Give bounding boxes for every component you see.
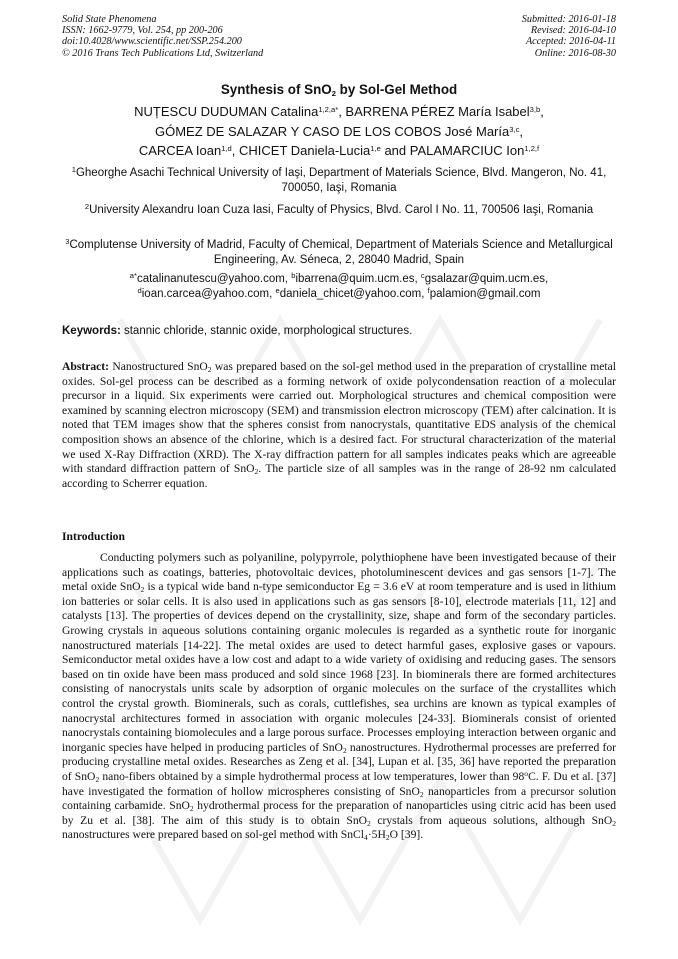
author-6: and PALAMARCIUC Ion bbox=[380, 143, 525, 158]
email-a[interactable]: catalinanutescu@yahoo.com, bbox=[136, 273, 292, 285]
affiliation-1: $^1$Gheorghe Asachi Technical University of Iaşi, Department of Materials Science, Blvd. Mangeron, No. 41, 700050, Iaşi, Romania bbox=[71, 165, 607, 195]
abstract-label: Abstract: bbox=[62, 360, 110, 373]
email-d[interactable]: ioan.carcea@yahoo.com, bbox=[141, 288, 276, 301]
journal-copyright: © 2016 Trans Tech Publications Ltd, Switzerland bbox=[62, 47, 264, 59]
author-3: GÓMEZ DE SALAZAR Y CASO DE LOS COBOS José María bbox=[155, 123, 510, 139]
author-5: , CHICET Daniela-Lucia bbox=[231, 143, 371, 158]
date-online: Online: 2016-08-30 bbox=[534, 47, 616, 59]
dates-header bbox=[522, 14, 616, 59]
affiliation-2: $^2$University Alexandru Ioan Cuza Iasi, Faculty of Physics, Blvd. Carol I No. 11, 700506 Iaşi, Romania bbox=[84, 202, 594, 216]
abstract: Abstract: Nanostructured SnO$_2$ was prepared based on the sol-gel method used in the preparation of crystalline metal oxides. Sol-gel process can be described as a forming network of oxide polycondensation reaction of a molecular precursor in a liquid. Six experiments were carried out. Morphological structures and chemical composition were examined by scanning electron microscopy (SEM) and transmission electron microscopy (TEM) after calcination. It is noted that TEM images show that the spheres consist from nanocrystals, quantitative EDS analysis of the chemical composition shows an absence of the chlorine, which is a desired fact. For structural characterization of the material we used X-Ray Diffraction (XRD). The X-ray diffraction pattern for all samples indicates peaks which are agreeable with standard diffraction pattern of SnO$_2$. The particle size of all samples was in the range of 28-92 nm calculated according to Scherrer equation. bbox=[62, 360, 617, 490]
author-emails: $^{a*}$catalinanutescu@yahoo.com, $^b$ibarrena@quim.ucm.es, $^c$gsalazar@quim.ucm.es, $^d$ioan.carcea@yahoo.com, $^e$daniela_chicet@yahoo.com, $^f$palamion@gmail.com bbox=[129, 271, 549, 301]
date-submitted: Submitted: 2016-01-18 bbox=[521, 14, 616, 25]
email-c[interactable]: gsalazar@quim.ucm.es, bbox=[424, 273, 549, 285]
date-accepted: Accepted: 2016-04-11 bbox=[525, 36, 616, 48]
keywords bbox=[62, 324, 616, 339]
journal-header bbox=[62, 14, 263, 59]
email-f[interactable]: palamion@gmail.com bbox=[429, 288, 541, 301]
journal-doi: doi:10.4028/www.scientific.net/SSP.254.200 bbox=[62, 36, 242, 48]
email-b[interactable]: ibarrena@quim.ucm.es, bbox=[295, 273, 421, 285]
email-e[interactable]: daniela_chicet@yahoo.com, bbox=[279, 288, 428, 301]
author-1: NUȚESCU DUDUMAN Catalina bbox=[134, 104, 319, 119]
date-revised: Revised: 2016-04-10 bbox=[530, 25, 616, 37]
author-2: , BARRENA PÉREZ María Isabel bbox=[338, 104, 530, 119]
author-4: CARCEA Ioan bbox=[138, 143, 222, 158]
keywords-text: stannic chloride, stannic oxide, morphological structures. bbox=[120, 325, 413, 337]
affiliation-3: $^3$Complutense University of Madrid, Faculty of Chemical, Department of Materials Science and Metallurgical Engineering, Av. Séneca, 2, 28040 Madrid, Spain bbox=[65, 237, 613, 267]
introduction-paragraph: Conducting polymers such as polyaniline, polypyrrole, polythiophene have been investigated because of their applications such as coatings, batteries, photovoltaic devices, photoluminescent devices and gas sensors [1-7]. The metal oxide SnO$_2$ is a typical wide band n-type semiconductor Eg = 3.6 eV at room temperature and is used in lithium ion batteries or solar cells. It is also used in applications such as gas sensors [8-10], electrode materials [11, 12] and catalysts [13]. The properties of devices depend on the crystallinity, size, shape and form of the secondary particles. Growing crystals in aqueous solutions containing organic molecules is regarded as a synthetic route for inorganic nanostructured materials [14-22]. The metal oxides are used to detect harmful gases, explosive gases or vapours. Semiconductor metal oxides have a low cost and adapt to a wide variety of oxidising and reducing gases. The sensors based on tin oxide have been mass produced and sold since 1968 [23]. In biominerals there are formed architectures consisting of nanocrystals units scale by adsorption of organic molecules on the surface of the crystallites which control the crystal growth. Biominerals, such as corals, cuttlefishes, sea urchins are known as typical examples of nanocrystal architectures formed in association with organic molecules [24-33]. Biominerals consist of oriented nanocrystals containing biomolecules and a large porous surface. Processes employing interaction between organic and inorganic species have helped in producing particles of SnO$_2$ nanostructures. Hydrothermal processes are preferred for producing crystalline metal oxides. Researches as Zeng et al. [34], Lupan et al. [35, 36] have reported the preparation of SnO$_2$ nano-fibers obtained by a simple hydrothermal process at low temperatures, lower than 98$^o$C. F. Du et al. [37] have investigated the formation of hollow microspheres consisting of SnO$_2$ nanoparticles from a precursor solution containing carbamide. SnO$_2$ hydrothermal process for the preparation of nanoparticles using citric acid has been used by Zu et al. [38]. The aim of this study is to obtain SnO$_2$ crystals from aqueous solutions, although SnO$_2$ nanostructures were prepared based on sol-gel method with $SnCl_4\cdot 5H_2O$ [39]. bbox=[62, 551, 617, 843]
keywords-label: Keywords: bbox=[62, 325, 121, 337]
section-heading-introduction: Introduction bbox=[62, 530, 125, 543]
author-list: NUȚESCU DUDUMAN Catalina$^{1,2,a*}$, BARRENA PÉREZ María Isabel$^{3,b}$, GÓMEZ DE SALAZAR Y CASO DE LOS COBOS José María$^{3,c}$, CARCEA Ioan$^{1,d}$, CHICET Daniela-Lucia$^{1,e}$ and PALAMARCIUC Ion$^{1,2,f}$ bbox=[134, 104, 544, 158]
paper-title: Synthesis of SnO$_2$ by Sol-Gel Method bbox=[220, 82, 458, 98]
journal-issn: ISSN: 1662-9779, Vol. 254, pp 200-206 bbox=[62, 25, 223, 37]
journal-name: Solid State Phenomena bbox=[62, 14, 157, 25]
